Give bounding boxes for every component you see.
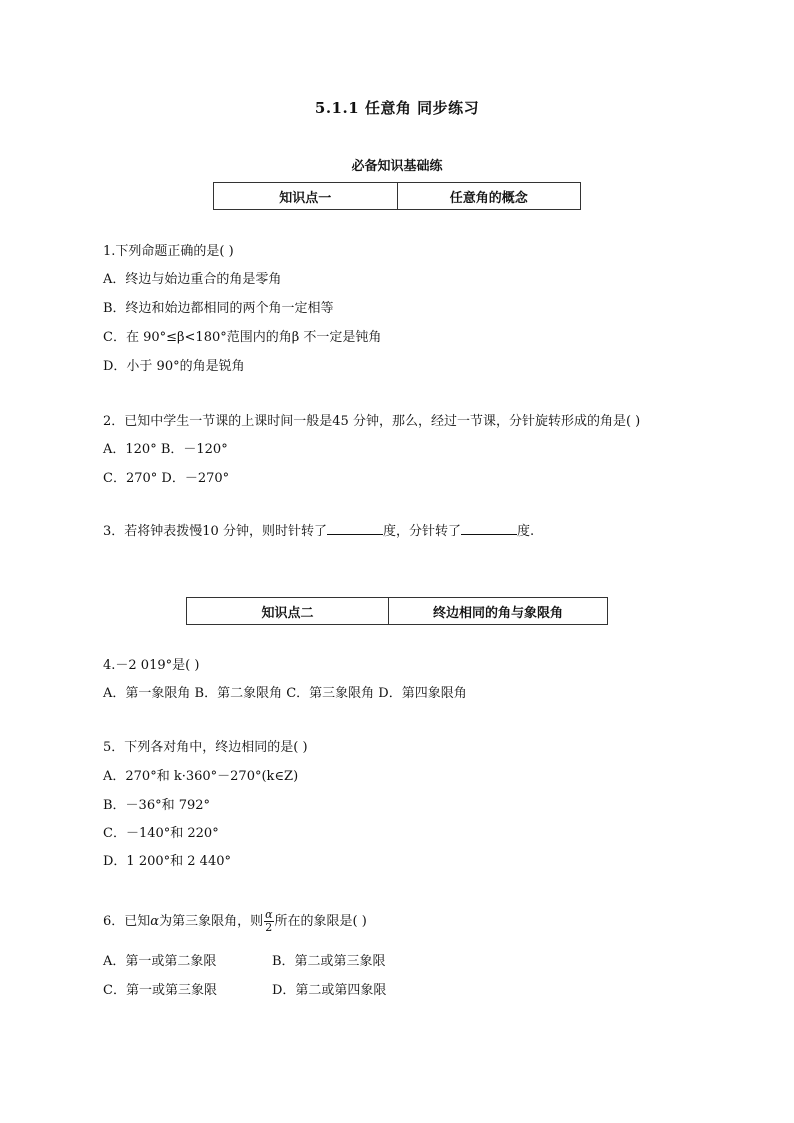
question-3-text-c: 度.	[516, 524, 535, 539]
answer-blank[interactable]	[327, 522, 383, 535]
question-6-option-c: C．第一或第三象限	[103, 983, 217, 998]
knowledge-point-topic: 任意角的概念	[397, 183, 581, 210]
question-5-option-a: A．270°和 k·360°－270°(k∈Z)	[103, 769, 299, 784]
page-title: 5.1.1 任意角 同步练习	[314, 99, 480, 117]
question-1-option-c: C．在 90°≤β<180°范围内的角β 不一定是钝角	[103, 330, 382, 345]
question-1-stem: 1.下列命题正确的是( )	[103, 244, 234, 259]
question-5-option-c: C．－140°和 220°	[103, 826, 219, 841]
fraction-denominator: 2	[265, 921, 273, 934]
question-6-option-b: B．第二或第三象限	[272, 954, 386, 969]
section-heading: 必备知识基础练	[351, 159, 443, 174]
knowledge-point-label: 知识点二	[187, 598, 389, 625]
question-6-text-c: 所在的象限是( )	[274, 914, 367, 929]
question-4-options: A．第一象限角 B．第二象限角 C．第三象限角 D．第四象限角	[103, 686, 467, 701]
knowledge-point-topic: 终边相同的角与象限角	[389, 598, 608, 625]
question-6-option-d: D．第二或第四象限	[272, 983, 387, 998]
question-4-stem: 4.－2 019°是( )	[103, 658, 200, 673]
fraction-numerator: α	[265, 908, 273, 921]
question-1-option-b: B．终边和始边都相同的两个角一定相等	[103, 301, 334, 316]
question-3-text-a: 3．若将钟表拨慢10 分钟，则时针转了	[103, 524, 327, 539]
alpha-symbol: α	[150, 914, 160, 929]
question-3-text-b: 度，分针转了	[382, 524, 461, 539]
knowledge-point-label: 知识点一	[214, 183, 398, 210]
question-5-stem: 5．下列各对角中，终边相同的是( )	[103, 740, 308, 755]
question-6-option-a: A．第一或第二象限	[103, 954, 217, 969]
question-1-option-d: D．小于 90°的角是锐角	[103, 359, 245, 374]
answer-blank[interactable]	[461, 522, 517, 535]
question-2-stem: 2．已知中学生一节课的上课时间一般是45 分钟，那么，经过一节课，分针旋转形成的角是( )	[103, 414, 641, 429]
question-5-option-b: B．－36°和 792°	[103, 798, 211, 813]
question-3-stem	[103, 520, 534, 539]
question-6-text-a: 6．已知	[103, 914, 151, 929]
question-5-option-d: D．1 200°和 2 440°	[103, 854, 231, 869]
question-1-option-a: A．终边与始边重合的角是零角	[103, 272, 282, 287]
question-2-options-cd: C．270° D．－270°	[103, 471, 230, 486]
knowledge-point-table-2	[186, 597, 608, 625]
question-2-options-ab: A．120° B．－120°	[103, 442, 228, 457]
question-6-text-b: 为第三象限角，则	[159, 914, 264, 929]
knowledge-point-table-1	[213, 182, 581, 210]
fraction-alpha-over-2	[264, 909, 273, 934]
question-6-stem	[103, 909, 367, 934]
